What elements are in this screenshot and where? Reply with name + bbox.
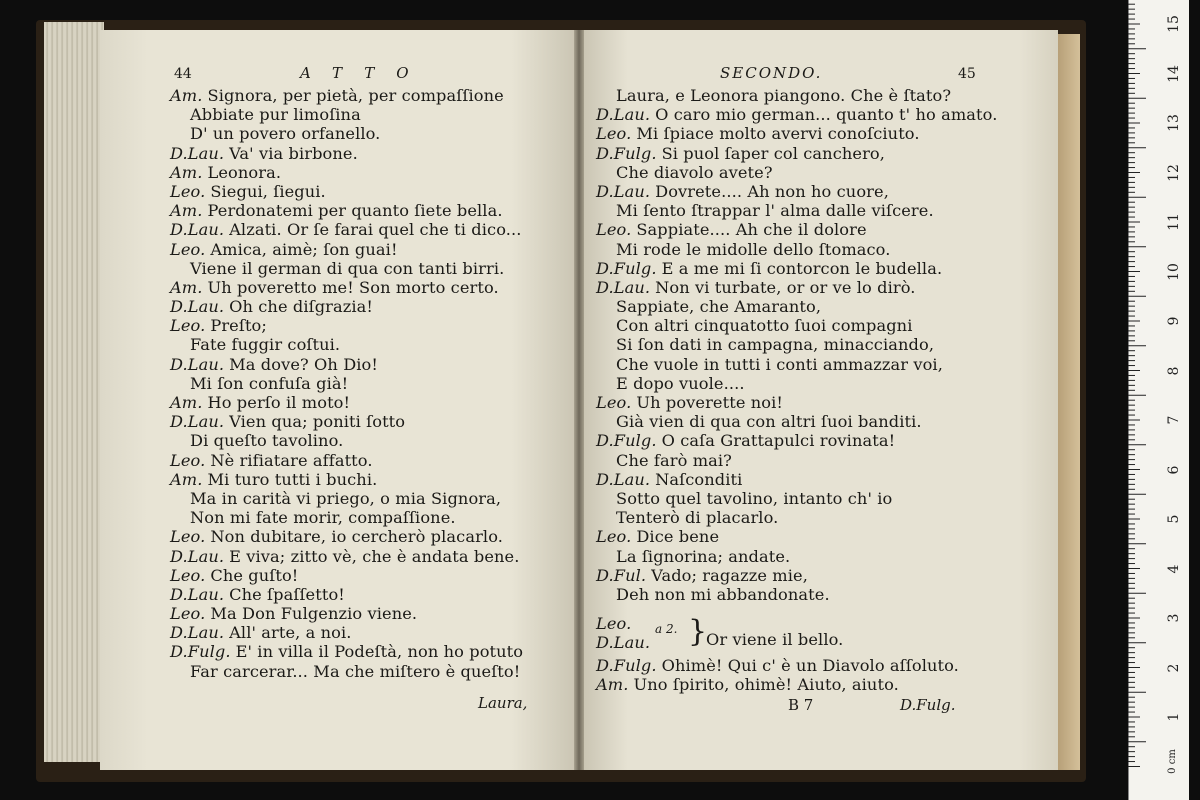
ruler-label: 7 <box>1166 415 1182 425</box>
line-text: Che diavolo avete? <box>616 162 773 182</box>
speaker-name: Leo. <box>596 124 632 144</box>
speaker-name: D.Lau. <box>170 584 225 604</box>
line-text: Sappiate, che Amaranto, <box>616 297 822 317</box>
speaker-name: D.Lau. <box>170 412 225 432</box>
text-line <box>596 240 997 259</box>
text-line <box>596 675 959 694</box>
signature-mark: B 7 <box>788 696 814 714</box>
right-catchword: D.Fulg. <box>900 696 956 714</box>
ruler-label: 12 <box>1166 163 1182 182</box>
speaker-name: Am. <box>170 162 203 182</box>
text-line <box>170 240 523 259</box>
left-running-head: ATTO <box>300 64 431 82</box>
line-text: Naſconditi <box>655 469 743 489</box>
text-line <box>170 316 523 335</box>
text-line <box>170 278 523 297</box>
text-line <box>170 508 523 527</box>
line-text: E' in villa il Podeſtà, non ho potuto <box>235 642 524 662</box>
text-line <box>170 527 523 546</box>
line-text: Amica, aimè; ſon guai! <box>210 239 398 259</box>
line-text: Oh che diſgrazia! <box>229 297 374 317</box>
ruler-label: 15 <box>1166 15 1182 33</box>
text-line <box>596 144 997 163</box>
text-line <box>596 297 997 316</box>
text-line <box>170 335 523 354</box>
line-text: O caro mio german... quanto t' ho amato. <box>655 105 998 125</box>
line-text: Sotto quel tavolino, intanto ch' io <box>616 488 893 508</box>
ruler-label: 1 <box>1166 712 1182 722</box>
text-line <box>596 182 997 201</box>
ruler-label: 10 <box>1166 262 1182 281</box>
line-text: La ſignorina; andate. <box>616 546 791 566</box>
page-edges <box>44 22 104 762</box>
line-text: Che ſpaſſetto! <box>229 584 345 604</box>
text-line <box>170 623 523 642</box>
speaker-name: D.Lau. <box>596 469 651 489</box>
speaker-name: Leo. <box>170 181 206 201</box>
speaker-name: D.Fulg. <box>596 656 657 675</box>
line-text: Che guſto! <box>210 565 299 585</box>
text-line <box>170 163 523 182</box>
duet-block <box>596 614 655 652</box>
text-line <box>596 105 997 124</box>
line-text: E dopo vuole.... <box>616 373 745 393</box>
speaker-name: Leo. <box>596 527 632 547</box>
line-text: Sappiate.... Ah che il dolore <box>636 220 867 240</box>
text-line <box>170 642 523 661</box>
text-line <box>596 355 997 374</box>
right-running-head: SECONDO. <box>720 64 823 82</box>
line-text: E a me mi ſi contorcon le budella. <box>661 258 943 278</box>
line-text: Laura, e Leonora piangono. Che è ſtato? <box>616 86 952 105</box>
line-text: Vado; ragazze mie, <box>651 565 808 585</box>
right-page-text <box>596 86 997 604</box>
line-text: Si puol ſaper col canchero, <box>661 143 886 163</box>
text-line <box>596 412 997 431</box>
line-text: Già vien di qua con altri ſuoi banditi. <box>616 412 922 432</box>
text-line <box>596 470 997 489</box>
text-line <box>596 393 997 412</box>
text-line <box>596 259 997 278</box>
speaker-name: Am. <box>170 393 203 412</box>
text-line <box>596 585 997 604</box>
text-line <box>596 86 997 105</box>
line-text: Mi rode le midolle dello ſtomaco. <box>616 239 891 259</box>
speaker-name: D.Fulg. <box>170 642 231 662</box>
text-line <box>170 412 523 431</box>
line-text: Abbiate pur limoſina <box>190 105 361 125</box>
text-line <box>596 163 997 182</box>
line-text: Che farò mai? <box>616 450 732 470</box>
line-text: Dovrete.... Ah non ho cuore, <box>655 181 889 201</box>
text-line <box>596 316 997 335</box>
text-line <box>170 374 523 393</box>
speaker-name: D.Fulg. <box>596 258 657 278</box>
text-line <box>596 547 997 566</box>
text-line <box>596 431 997 450</box>
right-page-number: 45 <box>958 66 976 82</box>
speaker-name: D.Lau. <box>170 143 225 163</box>
speaker-name: D.Fulg. <box>596 143 657 163</box>
line-text: Nè rifiatare affatto. <box>210 450 373 470</box>
ruler-label: 2 <box>1166 663 1182 672</box>
text-line <box>596 656 959 675</box>
text-line <box>596 451 997 470</box>
text-line <box>170 547 523 566</box>
right-page-text-after <box>596 656 959 694</box>
speaker-name: Leo. <box>170 450 206 470</box>
speaker-name: Am. <box>170 277 203 297</box>
text-line <box>596 220 997 239</box>
ruler-label: 9 <box>1166 316 1182 326</box>
ruler-label: 13 <box>1166 114 1182 132</box>
ruler-label: 14 <box>1166 64 1182 83</box>
line-text: Non dubitare, io cercherò placarlo. <box>210 527 503 547</box>
ruler-label: 11 <box>1166 213 1182 231</box>
text-line <box>170 124 523 143</box>
line-text: Uh poveretto me! Son morto certo. <box>207 277 499 297</box>
speaker-name: D.Lau. <box>596 181 651 201</box>
speaker-name: D.Fulg. <box>596 431 657 451</box>
line-text: Ma dove? Oh Dio! <box>229 354 379 374</box>
book-gutter <box>574 30 584 770</box>
text-line <box>170 259 523 278</box>
text-line <box>170 585 523 604</box>
line-text: Signora, per pietà, per compaſſione <box>207 86 504 105</box>
text-line <box>596 335 997 354</box>
speaker-name: D.Lau. <box>170 354 225 374</box>
ruler-unit: 0 cm <box>1166 749 1178 774</box>
line-text: Perdonatemi per quanto ſiete bella. <box>207 201 503 221</box>
text-line <box>596 489 997 508</box>
text-line <box>596 566 997 585</box>
speaker-name: Leo. <box>170 527 206 547</box>
line-text: Fate fuggir coſtui. <box>190 335 341 355</box>
speaker-name: Leo. <box>170 604 206 624</box>
text-line <box>596 124 997 143</box>
text-line <box>170 220 523 239</box>
line-text: All' arte, a noi. <box>229 623 352 643</box>
line-text: Dice bene <box>636 527 720 547</box>
speaker-name: D.Lau. <box>596 277 651 297</box>
ruler-label: 8 <box>1166 366 1182 375</box>
speaker-name: D.Lau. <box>596 105 651 125</box>
back-cover-edge <box>1058 34 1080 770</box>
duet-text: Or viene il bello. <box>706 630 844 649</box>
left-catchword: Laura, <box>478 694 528 712</box>
line-text: O caſa Grattapulci rovinata! <box>661 431 896 451</box>
text-line <box>170 86 523 105</box>
duet-marker: a 2. <box>655 622 678 636</box>
ruler-label: 3 <box>1166 613 1182 623</box>
speaker-name: D.Ful. <box>596 565 647 585</box>
speaker-name: Am. <box>170 469 203 489</box>
text-line <box>170 144 523 163</box>
line-text: Alzati. Or ſe farai quel che ti dico... <box>229 220 522 240</box>
text-line <box>596 508 997 527</box>
line-text: Vien qua; poniti ſotto <box>229 412 406 432</box>
line-text: Non mi fate morir, compaſſione. <box>190 508 456 528</box>
speaker-name: Leo. <box>170 565 206 585</box>
line-text: D' un povero orfanello. <box>190 124 381 144</box>
text-line <box>170 489 523 508</box>
line-text: Mi ſon confuſa già! <box>190 373 349 393</box>
line-text: Ohimè! Qui c' è un Diavolo aſſoluto. <box>661 656 959 675</box>
duet-speaker-2: D.Lau. <box>596 633 651 653</box>
text-line <box>170 355 523 374</box>
text-line <box>170 393 523 412</box>
line-text: Con altri cinquatotto ſuoi compagni <box>616 316 913 336</box>
text-line <box>170 470 523 489</box>
ruler-label: 5 <box>1166 514 1182 524</box>
text-line <box>596 201 997 220</box>
line-text: Mi ſpiace molto avervi conoſciuto. <box>636 124 920 144</box>
speaker-name: D.Lau. <box>170 297 225 317</box>
text-line <box>170 451 523 470</box>
speaker-name: Am. <box>596 675 629 695</box>
line-text: Leonora. <box>207 162 282 182</box>
text-line <box>596 374 997 393</box>
left-page-text <box>170 86 523 681</box>
text-line <box>170 105 523 124</box>
speaker-name: Leo. <box>596 220 632 240</box>
line-text: Ma in carità vi priego, o mia Signora, <box>190 488 502 508</box>
speaker-name: Am. <box>170 86 203 105</box>
line-text: Ho perſo il moto! <box>207 393 351 412</box>
text-line <box>170 566 523 585</box>
line-text: Uno ſpirito, ohimè! Aiuto, aiuto. <box>633 675 899 695</box>
speaker-name: Leo. <box>596 393 632 412</box>
ruler-label: 4 <box>1166 564 1182 573</box>
duet-speaker-1: Leo. <box>596 614 632 633</box>
text-line <box>170 604 523 623</box>
text-line <box>170 662 523 681</box>
speaker-name: Am. <box>170 201 203 221</box>
line-text: Tenterò di placarlo. <box>616 508 779 528</box>
line-text: Che vuole in tutti i conti ammazzar voi, <box>616 354 943 374</box>
line-text: Mi turo tutti i buchi. <box>207 469 378 489</box>
speaker-name: D.Lau. <box>170 220 225 240</box>
line-text: Siegui, ſiegui. <box>210 181 326 201</box>
line-text: Preſto; <box>210 316 267 336</box>
text-line <box>596 527 997 546</box>
text-line <box>170 431 523 450</box>
line-text: Far carcerar... Ma che miſtero è queſto! <box>190 661 521 681</box>
text-line <box>170 297 523 316</box>
line-text: E viva; zitto vè, che è andata bene. <box>229 546 520 566</box>
text-line <box>170 182 523 201</box>
line-text: Va' via birbone. <box>229 143 358 163</box>
left-page-number: 44 <box>174 66 192 82</box>
ruler-label: 6 <box>1166 465 1182 474</box>
line-text: Uh poverette noi! <box>636 393 783 412</box>
line-text: Di queſto tavolino. <box>190 431 344 451</box>
line-text: Si ſon dati in campagna, minacciando, <box>616 335 935 355</box>
line-text: Mi ſento ſtrappar l' alma dalle viſcere. <box>616 201 934 221</box>
speaker-name: Leo. <box>170 239 206 259</box>
line-text: Ma Don Fulgenzio viene. <box>210 604 418 624</box>
line-text: Deh non mi abbandonate. <box>616 584 830 604</box>
line-text: Viene il german di qua con tanti birri. <box>190 258 505 278</box>
speaker-name: D.Lau. <box>170 623 225 643</box>
speaker-name: D.Lau. <box>170 546 225 566</box>
speaker-name: Leo. <box>170 316 206 336</box>
text-line <box>170 201 523 220</box>
duet-brace: } <box>688 614 708 649</box>
text-line <box>596 278 997 297</box>
line-text: Non vi turbate, or or ve lo dirò. <box>655 277 916 297</box>
